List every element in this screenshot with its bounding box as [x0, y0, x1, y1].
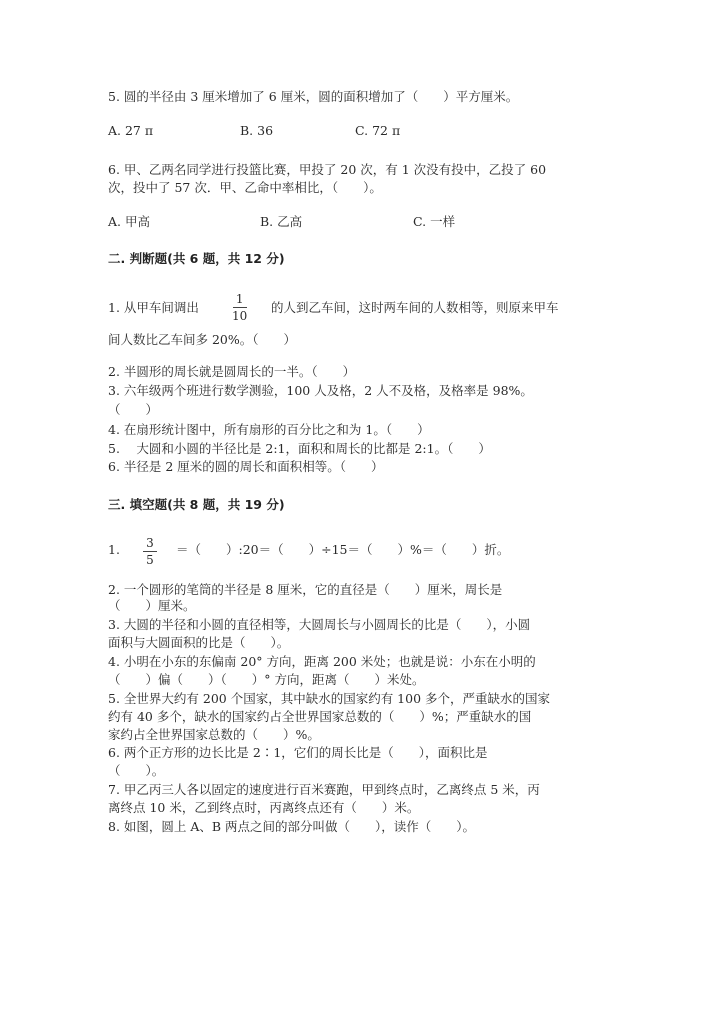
question-s1-6-line1: 6. 甲、乙两名同学进行投篮比赛，甲投了 20 次，有 1 次没有投中，乙投了 60: [108, 162, 547, 177]
question-s2-1-suffix: 的人到乙车间，这时两车间的人数相等，则原来甲车: [271, 300, 559, 315]
section-heading-judgment: 二. 判断题(共 6 题，共 12 分): [108, 251, 285, 266]
section-heading-fill-in: 三. 填空题(共 8 题，共 19 分): [108, 497, 285, 512]
question-s1-6-line2: 次，投中了 57 次．甲、乙命中率相比，（ ）。: [108, 180, 382, 195]
fraction-denominator: 5: [146, 553, 154, 567]
question-s2-6: 6. 半径是 2 厘米的圆的周长和面积相等。（ ）: [108, 459, 384, 474]
fraction: [232, 292, 247, 323]
fraction-numerator: 1: [235, 292, 244, 306]
question-s3-6-cont: （ ）。: [108, 763, 165, 778]
question-s2-4: 4. 在扇形统计图中，所有扇形的百分比之和为 1。（ ）: [108, 422, 430, 437]
question-s3-3-cont: 面积与大圆面积的比是（ ）。: [108, 635, 290, 650]
question-s3-1-prefix: 1.: [108, 542, 120, 557]
question-s2-3: 3. 六年级两个班进行数学测验，100 人及格，2 人不及格，及格率是 98%。: [108, 383, 533, 398]
question-s3-8: 8. 如图，圆上 A、B 两点之间的部分叫做（ ），读作（ ）。: [108, 819, 476, 834]
question-s3-5-cont2: 家约占全世界国家总数的（ ）%。: [108, 727, 320, 742]
question-s3-2: 2. 一个圆形的笔筒的半径是 8 厘米，它的直径是（ ）厘米，周长是: [108, 582, 503, 597]
question-s2-1-prefix: 1. 从甲车间调出: [108, 300, 199, 315]
fraction-numerator: 3: [146, 536, 154, 550]
option-b: B. 36: [240, 123, 274, 138]
question-s3-7-cont: 离终点 10 米，乙到终点时，丙离终点还有（ ）米。: [108, 800, 420, 815]
question-s3-2-cont: （ ）厘米。: [108, 598, 196, 613]
question-s3-3: 3. 大圆的半径和小圆的直径相等，大圆周长与小圆周长的比是（ ），小圆: [108, 617, 531, 632]
option-c: C. 一样: [413, 214, 456, 229]
fraction-bar: [143, 551, 157, 552]
question-s2-3-cont: （ ）: [108, 402, 159, 417]
question-s3-4-cont: （ ）偏（ ）（ ）° 方向，距离（ ）米处。: [108, 672, 425, 687]
option-a: A. 27 π: [108, 123, 154, 138]
question-s3-1-suffix: ＝（ ）:20＝（ ）÷15＝（ ）%＝（ ）折。: [176, 542, 510, 557]
question-s3-6: 6. 两个正方形的边长比是 2∶1，它们的周长比是（ ），面积比是: [108, 745, 488, 760]
question-s3-4: 4. 小明在小东的东偏南 20° 方向，距离 200 米处；也就是说：小东在小明的: [108, 654, 536, 669]
question-s2-5: 5. 大圆和小圆的半径比是 2:1，面积和周长的比都是 2:1。（ ）: [108, 441, 491, 456]
question-s3-5: 5. 全世界大约有 200 个国家，其中缺水的国家约有 100 多个，严重缺水的国家: [108, 691, 551, 706]
question-s3-7: 7. 甲乙丙三人各以固定的速度进行百米赛跑，甲到终点时，乙离终点 5 米，丙: [108, 782, 540, 797]
option-a: A. 甲高: [108, 214, 150, 229]
question-s3-5-cont1: 约有 40 多个，缺水的国家约占全世界国家总数的（ ）%；严重缺水的国: [108, 709, 532, 724]
option-b: B. 乙高: [260, 214, 303, 229]
question-s2-2: 2. 半圆形的周长就是圆周长的一半。（ ）: [108, 364, 356, 379]
fraction-bar: [233, 307, 247, 308]
option-c: C. 72 π: [355, 123, 401, 138]
question-s2-1-line2: 间人数比乙车间多 20%。（ ）: [108, 332, 297, 347]
question-s1-5: 5. 圆的半径由 3 厘米增加了 6 厘米，圆的面积增加了（ ）平方厘米。: [108, 89, 519, 104]
fraction: [143, 536, 157, 567]
fraction-denominator: 10: [232, 309, 248, 323]
